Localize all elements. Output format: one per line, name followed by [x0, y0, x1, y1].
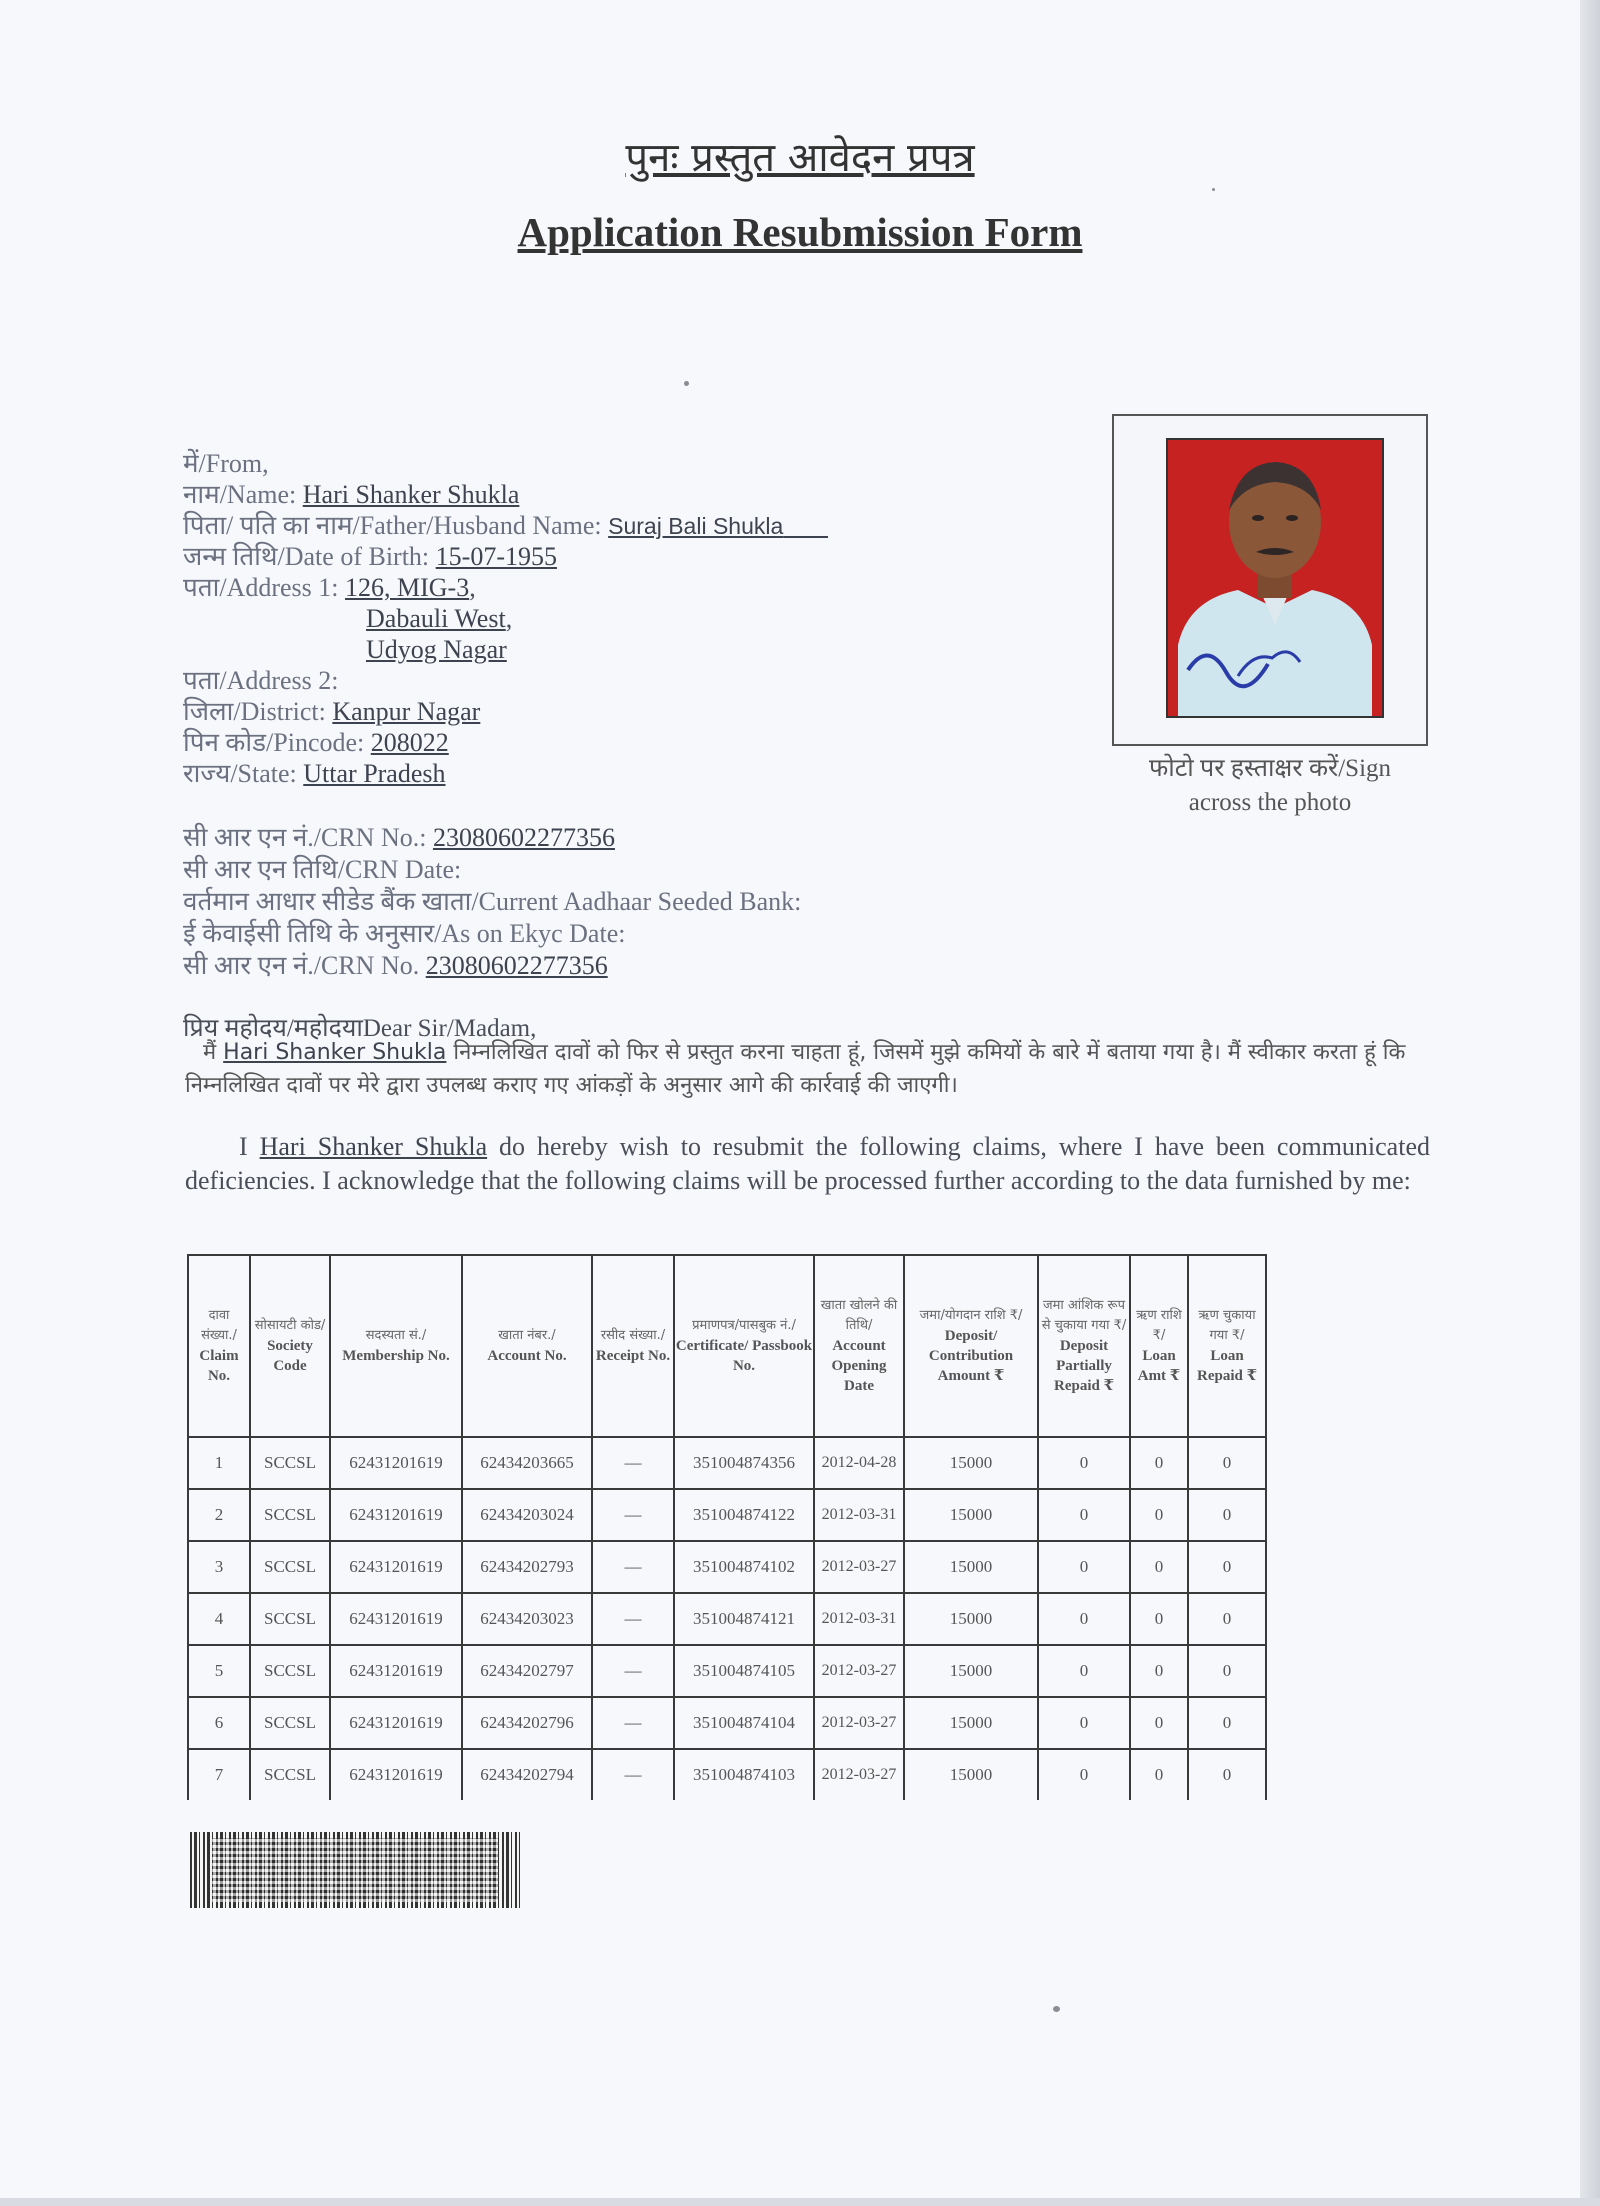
- state-label: राज्य/State:: [183, 759, 297, 788]
- cell-loan-amt: 0: [1130, 1749, 1188, 1800]
- cell-society-code: SCCSL: [250, 1437, 330, 1489]
- cell-partially-repaid: 0: [1038, 1437, 1130, 1489]
- page-edge-bottom: [0, 2198, 1600, 2206]
- col-header-deposit-amount: जमा/योगदान राशि ₹/ Deposit/ Contribution Amount ₹: [904, 1255, 1038, 1437]
- cell-partially-repaid: 0: [1038, 1645, 1130, 1697]
- salutation: प्रिय महोदय/महोदयाDear Sir/Madam,: [183, 1015, 537, 1042]
- title-hindi: पुनः प्रस्तुत आवेदन प्रपत्र: [625, 135, 975, 181]
- cell-loan-repaid: 0: [1188, 1489, 1266, 1541]
- address1-line3: Udyog Nagar: [366, 635, 507, 664]
- cell-claim-no: 6: [188, 1697, 250, 1749]
- crn-label-2: सी आर एन नं./CRN No.: [183, 951, 420, 980]
- address1-line2: Dabauli West: [366, 604, 506, 633]
- bank-line: [183, 886, 801, 918]
- ekyc-label: ई केवाईसी तिथि के अनुसार/As on Ekyc Date:: [183, 919, 626, 948]
- cell-loan-repaid: 0: [1188, 1697, 1266, 1749]
- cell-society-code: SCCSL: [250, 1749, 330, 1800]
- col-header-partially-repaid: जमा आंशिक रूप से चुकाया गया ₹/ Deposit Partially Repaid ₹: [1038, 1255, 1130, 1437]
- address1-line2-row: Dabauli West,: [366, 604, 513, 633]
- cell-receipt-no: —: [592, 1749, 674, 1800]
- district-line: [183, 696, 828, 727]
- cell-account-no: 62434203024: [462, 1489, 592, 1541]
- district-label: जिला/District:: [183, 697, 326, 726]
- crn-label: सी आर एन नं./CRN No.:: [183, 823, 427, 852]
- ekyc-line: [183, 918, 801, 950]
- state-line: [183, 758, 828, 789]
- cell-membership-no: 62431201619: [330, 1749, 462, 1800]
- col-header-certificate-no: प्रमाणपत्र/पासबुक नं./ Certificate/ Passbook No.: [674, 1255, 814, 1437]
- cell-account-no: 62434202796: [462, 1697, 592, 1749]
- table-row: [188, 1645, 1266, 1697]
- cell-receipt-no: —: [592, 1593, 674, 1645]
- cell-deposit-amount: 15000: [904, 1593, 1038, 1645]
- cell-certificate-no: 351004874356: [674, 1437, 814, 1489]
- cell-partially-repaid: 0: [1038, 1697, 1130, 1749]
- cell-society-code: SCCSL: [250, 1489, 330, 1541]
- cell-loan-amt: 0: [1130, 1593, 1188, 1645]
- father-line: [183, 510, 828, 541]
- cell-loan-repaid: 0: [1188, 1645, 1266, 1697]
- col-header-opening-date: खाता खोलने की तिथि/ Account Opening Date: [814, 1255, 904, 1437]
- cell-loan-amt: 0: [1130, 1489, 1188, 1541]
- table-row: [188, 1749, 1266, 1800]
- cell-partially-repaid: 0: [1038, 1489, 1130, 1541]
- address1-label: पता/Address 1:: [183, 573, 339, 602]
- cell-account-no: 62434203023: [462, 1593, 592, 1645]
- photo-frame: [1112, 414, 1428, 746]
- cell-loan-repaid: 0: [1188, 1541, 1266, 1593]
- cell-account-no: 62434202797: [462, 1645, 592, 1697]
- dob-label: जन्म तिथि/Date of Birth:: [183, 542, 430, 571]
- cell-receipt-no: —: [592, 1697, 674, 1749]
- cell-loan-amt: 0: [1130, 1697, 1188, 1749]
- col-header-account-no: खाता नंबर./ Account No.: [462, 1255, 592, 1437]
- cell-claim-no: 3: [188, 1541, 250, 1593]
- table-row: [188, 1437, 1266, 1489]
- cell-loan-repaid: 0: [1188, 1437, 1266, 1489]
- table-row: [188, 1489, 1266, 1541]
- crn-value-2: 23080602277356: [425, 951, 608, 980]
- scan-speck: [1212, 188, 1215, 191]
- cell-society-code: SCCSL: [250, 1541, 330, 1593]
- crn-date-line: [183, 854, 801, 886]
- crn-line-2: [183, 950, 801, 982]
- col-header-loan-repaid: ऋण चुकाया गया ₹/ Loan Repaid ₹: [1188, 1255, 1266, 1437]
- cell-receipt-no: —: [592, 1437, 674, 1489]
- cell-membership-no: 62431201619: [330, 1697, 462, 1749]
- cell-opening-date: 2012-03-31: [814, 1489, 904, 1541]
- cell-partially-repaid: 0: [1038, 1749, 1130, 1800]
- photo-caption: [1112, 752, 1428, 820]
- cell-opening-date: 2012-03-27: [814, 1749, 904, 1800]
- cell-certificate-no: 351004874104: [674, 1697, 814, 1749]
- table-row: [188, 1697, 1266, 1749]
- cell-loan-amt: 0: [1130, 1645, 1188, 1697]
- cell-membership-no: 62431201619: [330, 1489, 462, 1541]
- hindi-name: Hari Shanker Shukla: [223, 1040, 447, 1065]
- cell-loan-repaid: 0: [1188, 1593, 1266, 1645]
- cell-deposit-amount: 15000: [904, 1437, 1038, 1489]
- cell-opening-date: 2012-03-27: [814, 1541, 904, 1593]
- col-header-society-code: सोसायटी कोड/ Society Code: [250, 1255, 330, 1437]
- cell-loan-amt: 0: [1130, 1541, 1188, 1593]
- applicant-details: [183, 448, 828, 789]
- pincode-value: 208022: [370, 728, 449, 757]
- cell-deposit-amount: 15000: [904, 1645, 1038, 1697]
- cell-certificate-no: 351004874105: [674, 1645, 814, 1697]
- cell-membership-no: 62431201619: [330, 1645, 462, 1697]
- page-edge-right: [1580, 0, 1600, 2206]
- cell-receipt-no: —: [592, 1645, 674, 1697]
- col-header-loan-amt: ऋण राशि ₹/ Loan Amt ₹: [1130, 1255, 1188, 1437]
- english-paragraph: [185, 1130, 1430, 1198]
- english-pre: I: [239, 1132, 248, 1161]
- hindi-paragraph: [185, 1036, 1435, 1102]
- address2-line: [183, 665, 828, 696]
- cell-membership-no: 62431201619: [330, 1541, 462, 1593]
- hindi-post: निम्नलिखित दावों को फिर से प्रस्तुत करना चाहता हूं, जिसमें मुझे कमियों के बारे में बताया गया है। मैं स्वीकार करता हूं कि निम्नलिखित दावों पर मेरे द्वारा उपलब्ध कराए गए आंकड़ों के अनुसार आगे की कार्रवाई की जाएगी।: [185, 1040, 1406, 1098]
- cell-society-code: SCCSL: [250, 1593, 330, 1645]
- crn-details: [183, 822, 801, 982]
- cell-deposit-amount: 15000: [904, 1749, 1038, 1800]
- name-line: [183, 479, 828, 510]
- from-label: में/From,: [183, 449, 269, 478]
- cell-certificate-no: 351004874121: [674, 1593, 814, 1645]
- pincode-line: [183, 727, 828, 758]
- photo-portrait-icon: [1168, 440, 1382, 716]
- cell-opening-date: 2012-04-28: [814, 1437, 904, 1489]
- cell-partially-repaid: 0: [1038, 1593, 1130, 1645]
- cell-certificate-no: 351004874103: [674, 1749, 814, 1800]
- english-name: Hari Shanker Shukla: [259, 1132, 488, 1161]
- photo-caption-line2: across the photo: [1188, 789, 1352, 816]
- dob-value: 15-07-1955: [435, 542, 557, 571]
- title-english: Application Resubmission Form: [517, 209, 1083, 255]
- col-header-claim-no: दावा संख्या./ Claim No.: [188, 1255, 250, 1437]
- address2-label: पता/Address 2:: [183, 666, 339, 695]
- cell-loan-amt: 0: [1130, 1437, 1188, 1489]
- cell-claim-no: 1: [188, 1437, 250, 1489]
- district-value: Kanpur Nagar: [332, 697, 481, 726]
- cell-partially-repaid: 0: [1038, 1541, 1130, 1593]
- table-row: [188, 1541, 1266, 1593]
- photo-caption-line1: फोटो पर हस्ताक्षर करें/Sign: [1148, 755, 1392, 782]
- bank-label: वर्तमान आधार सीडेड बैंक खाता/Current Aadhaar Seeded Bank:: [183, 887, 802, 916]
- state-value: Uttar Pradesh: [303, 759, 446, 788]
- applicant-photo: [1166, 438, 1384, 718]
- address1-line: पता/Address 1: 126, MIG-3,: [183, 573, 476, 602]
- cell-loan-repaid: 0: [1188, 1749, 1266, 1800]
- cell-account-no: 62434203665: [462, 1437, 592, 1489]
- cell-opening-date: 2012-03-27: [814, 1645, 904, 1697]
- english-post: do hereby wish to resubmit the following claims, where I have been communicated deficiencies. I acknowledge that the following claims will be processed further according to the data furnished by me:: [185, 1132, 1430, 1195]
- barcode-icon: [190, 1832, 520, 1908]
- cell-opening-date: 2012-03-31: [814, 1593, 904, 1645]
- cell-membership-no: 62431201619: [330, 1593, 462, 1645]
- crn-date-label: सी आर एन तिथि/CRN Date:: [183, 855, 462, 884]
- cell-account-no: 62434202794: [462, 1749, 592, 1800]
- cell-certificate-no: 351004874102: [674, 1541, 814, 1593]
- from-line: [183, 448, 828, 479]
- scan-speck: [1053, 2006, 1060, 2012]
- cell-opening-date: 2012-03-27: [814, 1697, 904, 1749]
- cell-claim-no: 2: [188, 1489, 250, 1541]
- cell-certificate-no: 351004874122: [674, 1489, 814, 1541]
- table-row: [188, 1593, 1266, 1645]
- address1-line1: 126, MIG-3: [344, 573, 470, 602]
- col-header-receipt-no: रसीद संख्या./ Receipt No.: [592, 1255, 674, 1437]
- cell-claim-no: 4: [188, 1593, 250, 1645]
- dob-line: [183, 541, 828, 572]
- cell-account-no: 62434202793: [462, 1541, 592, 1593]
- col-header-membership-no: सदस्यता सं./ Membership No.: [330, 1255, 462, 1437]
- cell-society-code: SCCSL: [250, 1697, 330, 1749]
- cell-membership-no: 62431201619: [330, 1437, 462, 1489]
- address1-line3-row: [183, 634, 828, 665]
- crn-line: [183, 822, 801, 854]
- crn-value: 23080602277356: [432, 823, 615, 852]
- pincode-label: पिन कोड/Pincode:: [183, 728, 365, 757]
- cell-receipt-no: —: [592, 1489, 674, 1541]
- name-value: Hari Shanker Shukla: [302, 480, 520, 509]
- father-label: पिता/ पति का नाम/Father/Husband Name:: [183, 511, 602, 540]
- scan-speck: [684, 381, 689, 386]
- cell-deposit-amount: 15000: [904, 1489, 1038, 1541]
- cell-claim-no: 7: [188, 1749, 250, 1800]
- father-value: Suraj Bali Shukla: [608, 513, 784, 539]
- cell-claim-no: 5: [188, 1645, 250, 1697]
- claims-table: [187, 1254, 1267, 1800]
- cell-receipt-no: —: [592, 1541, 674, 1593]
- cell-society-code: SCCSL: [250, 1645, 330, 1697]
- cell-deposit-amount: 15000: [904, 1541, 1038, 1593]
- hindi-pre: मैं: [203, 1040, 217, 1065]
- name-label: नाम/Name:: [183, 480, 297, 509]
- table-header-row: [188, 1255, 1266, 1437]
- cell-deposit-amount: 15000: [904, 1697, 1038, 1749]
